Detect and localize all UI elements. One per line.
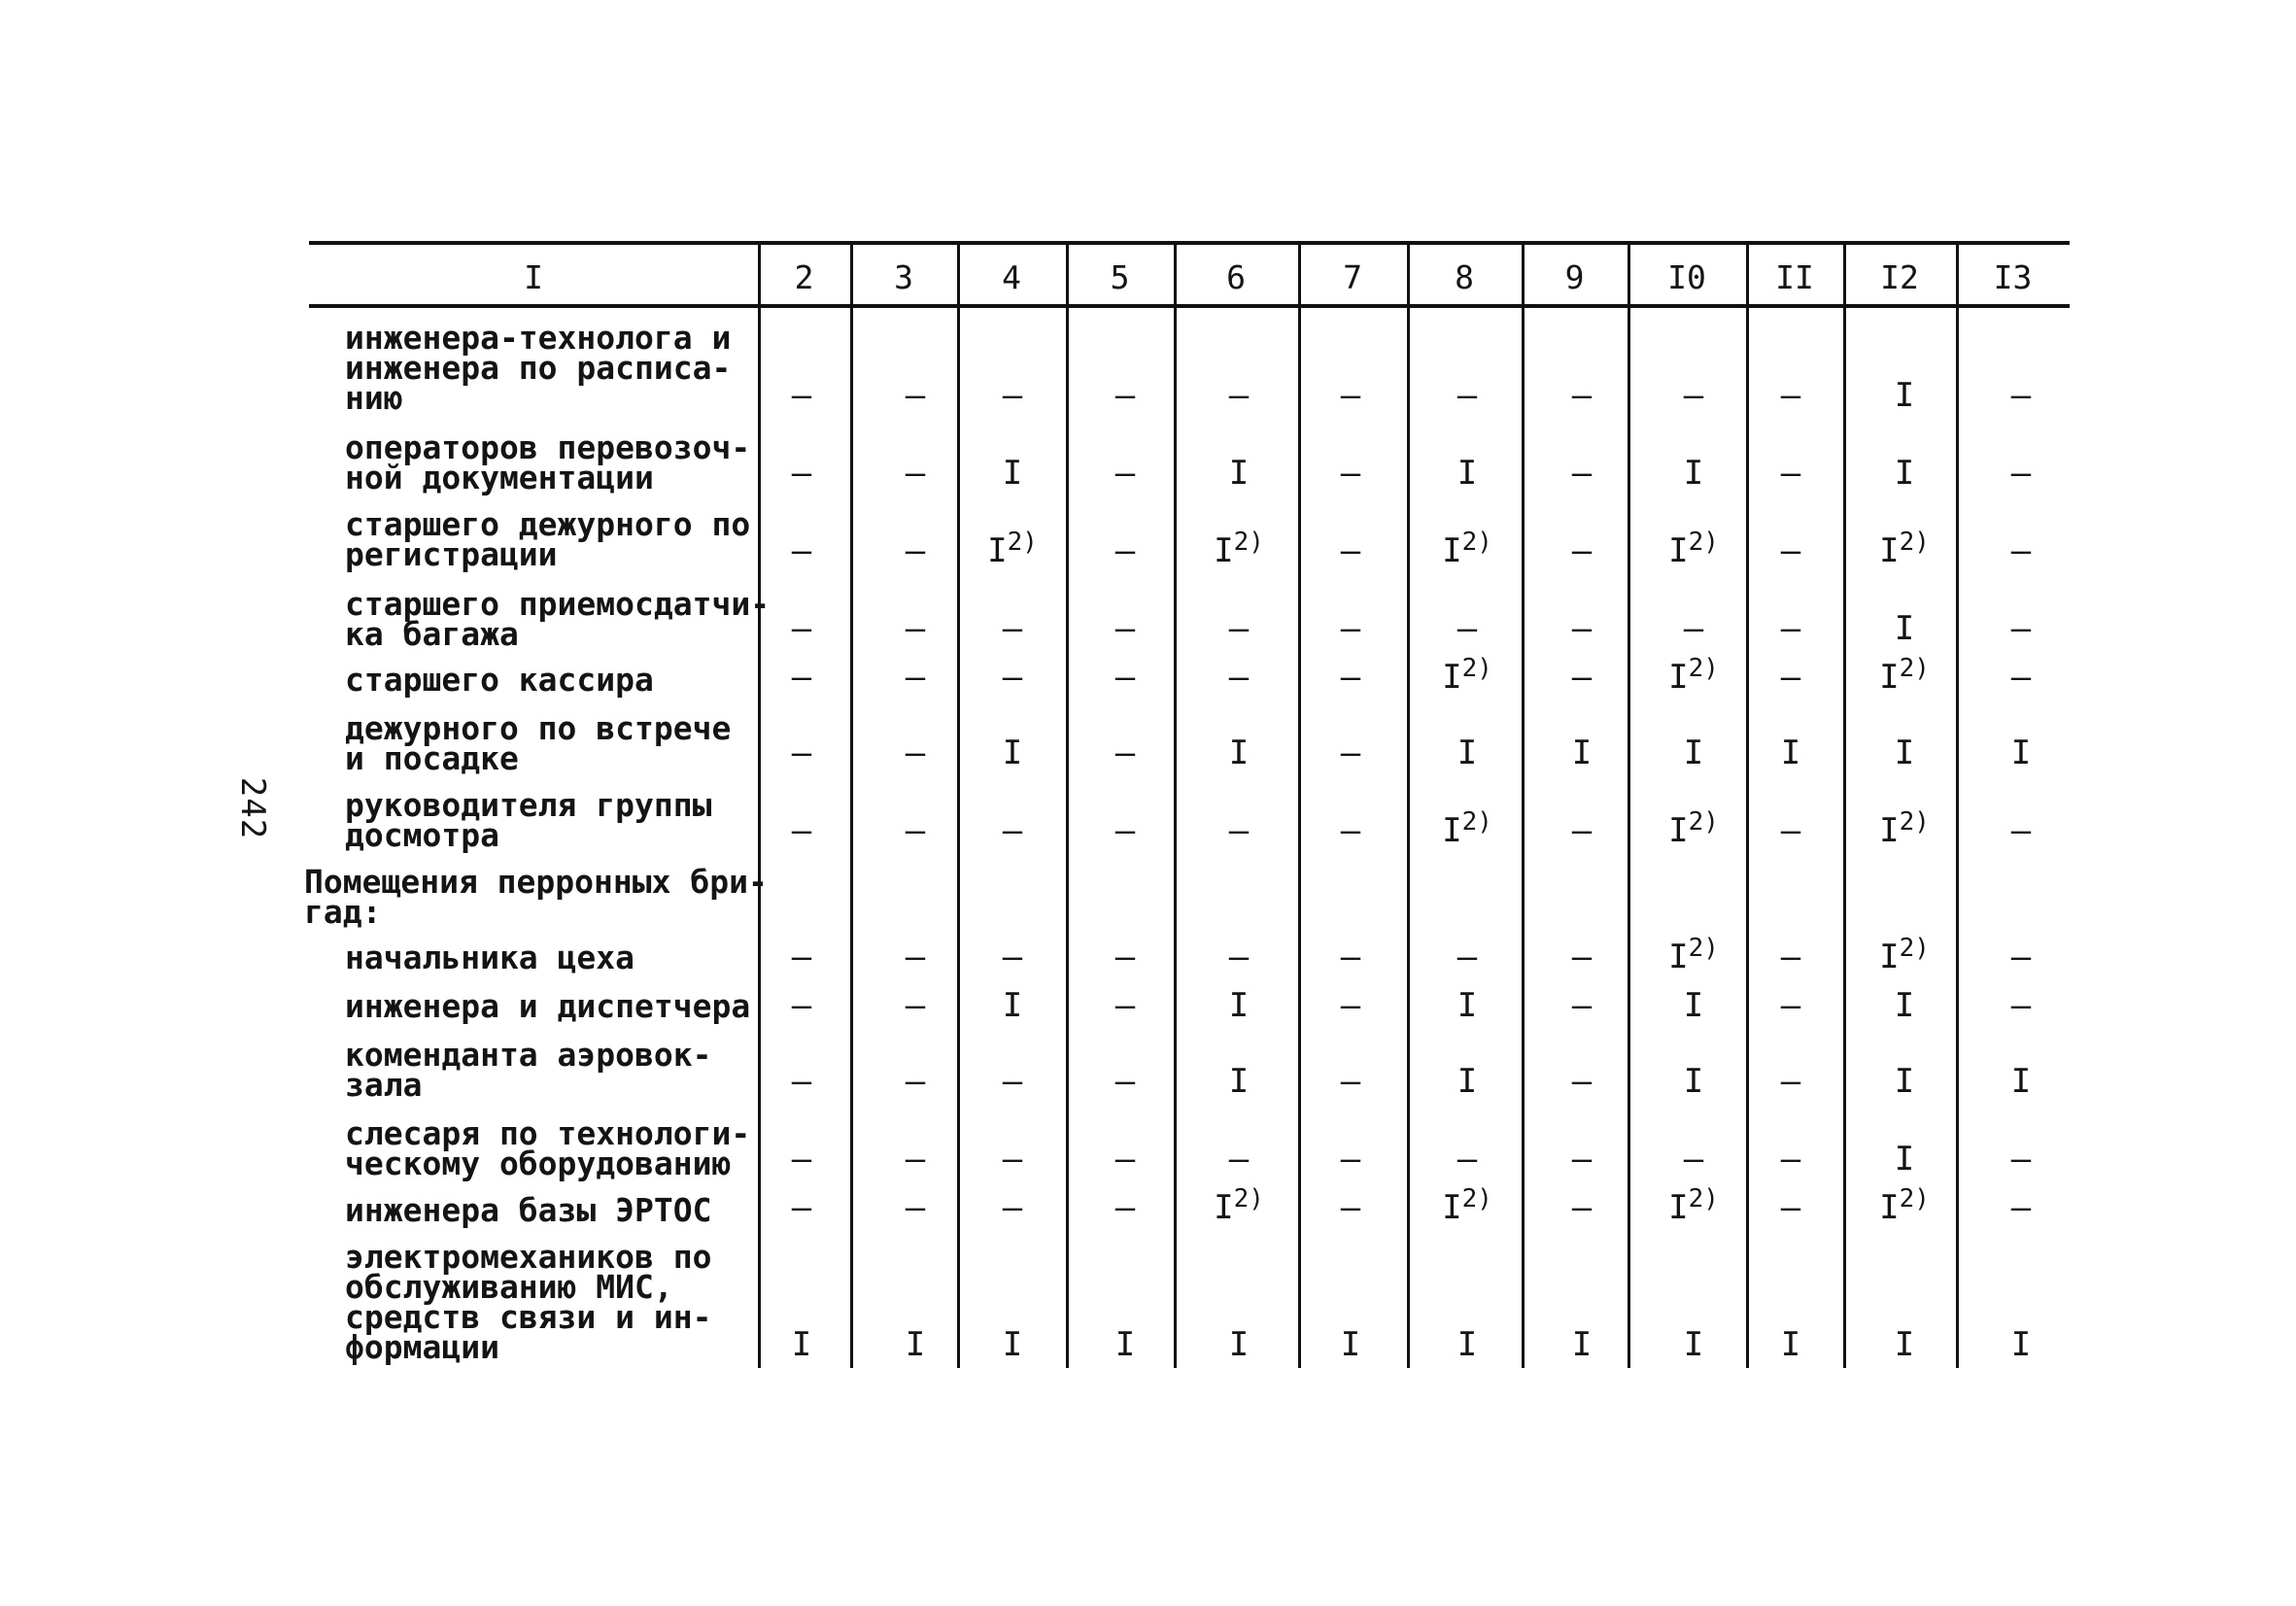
table-cell: $I^{2)}$ — [1879, 807, 1930, 850]
table-cell: I — [1002, 1325, 1023, 1364]
table-cell: – — [1114, 1062, 1136, 1101]
table-cell: I — [1894, 1140, 1915, 1179]
table-cell: I — [1683, 454, 1704, 493]
table-cell: – — [791, 734, 812, 772]
table-cell: – — [1114, 938, 1136, 976]
table-cell: I — [2010, 734, 2032, 772]
table-cell: I — [1683, 734, 1704, 772]
table-cell: I — [1002, 986, 1023, 1025]
column-header: 8 — [1455, 258, 1474, 296]
table-cell: I — [1456, 1325, 1478, 1364]
table-cell: – — [905, 1140, 926, 1179]
table-cell: I — [1894, 609, 1915, 648]
table-cell: – — [791, 531, 812, 570]
table-cell: – — [1456, 609, 1478, 648]
table-cell: – — [905, 531, 926, 570]
table-cell: I — [1894, 734, 1915, 772]
table-cell: – — [905, 1188, 926, 1227]
table-cell: – — [1780, 986, 1801, 1025]
row-label: операторов перевозоч- ной документации — [345, 428, 751, 496]
table-cell: – — [1228, 609, 1250, 648]
table-cell: I — [1114, 1325, 1136, 1364]
column-header: 5 — [1110, 258, 1130, 296]
table-cell: – — [1571, 531, 1593, 570]
table-cell: I — [1456, 1062, 1478, 1101]
column-divider — [1298, 245, 1301, 1368]
table-cell: – — [1571, 609, 1593, 648]
table-cell: I — [1894, 1062, 1915, 1101]
table-cell: I — [1780, 734, 1801, 772]
column-header: 4 — [1002, 258, 1021, 296]
table-cell: – — [905, 376, 926, 415]
table-cell: – — [1683, 1140, 1704, 1179]
table-cell: – — [791, 1188, 812, 1227]
table-cell: – — [1228, 658, 1250, 697]
table-cell: – — [1114, 658, 1136, 697]
table-cell: – — [1340, 609, 1361, 648]
table-cell: – — [1780, 454, 1801, 493]
table-cell: – — [2010, 376, 2032, 415]
table-cell: – — [1114, 454, 1136, 493]
table-cell: – — [1002, 1062, 1023, 1101]
table-cell: I — [791, 1325, 812, 1364]
column-divider — [1066, 245, 1069, 1368]
table-cell: – — [1228, 1140, 1250, 1179]
row-label: электромехаников по обслуживанию МИС, средств связи и ин- формации — [345, 1238, 712, 1366]
table-cell: – — [1002, 376, 1023, 415]
table-cell: I — [1456, 986, 1478, 1025]
table-cell: – — [2010, 1188, 2032, 1227]
column-divider — [1174, 245, 1177, 1368]
table-cell: – — [2010, 986, 2032, 1025]
table-cell: – — [905, 609, 926, 648]
table-cell: – — [1780, 531, 1801, 570]
table-cell: – — [1002, 811, 1023, 850]
table-cell: – — [791, 1062, 812, 1101]
table-cell: – — [1340, 1188, 1361, 1227]
table-cell: – — [1002, 1140, 1023, 1179]
row-label: инженера базы ЭРТОС — [345, 1191, 712, 1229]
table-cell: – — [2010, 658, 2032, 697]
table-cell: I — [1683, 1062, 1704, 1101]
column-divider — [1843, 245, 1846, 1368]
table-cell: $I^{2)}$ — [1668, 807, 1719, 850]
table-cell: – — [1340, 986, 1361, 1025]
table-cell: $I^{2)}$ — [1442, 528, 1492, 570]
table-cell: I — [1894, 454, 1915, 493]
table-cell: I — [1002, 734, 1023, 772]
table-cell: – — [2010, 1140, 2032, 1179]
table-cell: – — [905, 811, 926, 850]
table-cell: – — [1002, 938, 1023, 976]
table-cell: I — [1228, 1062, 1250, 1101]
column-header: I — [524, 258, 543, 296]
column-header: I3 — [1993, 258, 2033, 296]
table-cell: – — [791, 938, 812, 976]
column-divider — [1628, 245, 1630, 1368]
table-cell: – — [1456, 376, 1478, 415]
table-cell: – — [905, 734, 926, 772]
table-cell: I — [1571, 1325, 1593, 1364]
table-cell: – — [791, 658, 812, 697]
table-cell: I — [1683, 986, 1704, 1025]
table-cell: – — [1340, 1062, 1361, 1101]
table-cell: $I^{2)}$ — [1668, 528, 1719, 570]
table-cell: – — [1114, 811, 1136, 850]
column-divider — [850, 245, 853, 1368]
column-divider — [1407, 245, 1410, 1368]
table-cell: – — [791, 454, 812, 493]
table-cell: – — [1571, 1140, 1593, 1179]
table-cell: I — [2010, 1325, 2032, 1364]
table-cell: – — [1780, 938, 1801, 976]
table-cell: – — [1780, 1140, 1801, 1179]
table-cell: – — [1780, 376, 1801, 415]
table-cell: – — [1114, 1188, 1136, 1227]
table-cell: – — [1571, 938, 1593, 976]
table-top-rule — [309, 241, 2070, 245]
table-cell: – — [791, 811, 812, 850]
table-cell: – — [1340, 811, 1361, 850]
table-cell: – — [2010, 609, 2032, 648]
row-label: дежурного по встрече и посадке — [345, 709, 732, 777]
table-cell: – — [1456, 938, 1478, 976]
row-label: коменданта аэровок- зала — [345, 1036, 712, 1104]
table-cell: – — [905, 986, 926, 1025]
table-cell: – — [791, 986, 812, 1025]
table-cell: I — [1571, 734, 1593, 772]
table-cell: I — [1228, 986, 1250, 1025]
column-header: 6 — [1226, 258, 1246, 296]
row-label: руководителя группы досмотра — [345, 786, 712, 854]
row-label: Помещения перронных бри- гад: — [304, 863, 768, 931]
table-cell: – — [1780, 1188, 1801, 1227]
table-cell: $I^{2)}$ — [1879, 1184, 1930, 1227]
table-cell: – — [1114, 734, 1136, 772]
table-cell: $I^{2)}$ — [1879, 654, 1930, 697]
table-cell: – — [1340, 938, 1361, 976]
table-cell: – — [1571, 811, 1593, 850]
table-cell: I — [1683, 1325, 1704, 1364]
table-cell: – — [2010, 531, 2032, 570]
table-cell: I — [1228, 454, 1250, 493]
table-cell: I — [1780, 1325, 1801, 1364]
table-cell: – — [1114, 1140, 1136, 1179]
table-cell: – — [905, 1062, 926, 1101]
table-cell: – — [1002, 1188, 1023, 1227]
table-cell: – — [791, 1140, 812, 1179]
table-cell: I — [1340, 1325, 1361, 1364]
table-cell: $I^{2)}$ — [1442, 654, 1492, 697]
table-cell: I — [1228, 734, 1250, 772]
row-label: начальника цеха — [345, 939, 635, 976]
table-cell: – — [1114, 531, 1136, 570]
row-label: инженера-технолога и инженера по расписа- нию — [345, 319, 732, 417]
table-cell: I — [1228, 1325, 1250, 1364]
column-divider — [758, 245, 761, 1368]
table-cell: I — [1894, 1325, 1915, 1364]
table-cell: I — [905, 1325, 926, 1364]
table-cell: – — [791, 376, 812, 415]
table-cell: – — [1780, 609, 1801, 648]
table-cell: I — [2010, 1062, 2032, 1101]
column-header: 7 — [1343, 258, 1362, 296]
table-cell: I — [1456, 734, 1478, 772]
table-cell: – — [905, 938, 926, 976]
table-cell: – — [1571, 986, 1593, 1025]
table-cell: – — [1340, 1140, 1361, 1179]
table-cell: – — [1683, 376, 1704, 415]
table-cell: $I^{2)}$ — [1879, 934, 1930, 976]
table-cell: – — [1683, 609, 1704, 648]
table-cell: – — [905, 454, 926, 493]
table-cell: – — [1571, 1062, 1593, 1101]
table-cell: – — [2010, 454, 2032, 493]
column-divider — [1746, 245, 1749, 1368]
table-cell: $I^{2)}$ — [987, 528, 1038, 570]
table-cell: $I^{2)}$ — [1214, 1184, 1264, 1227]
row-label: слесаря по технологи- ческому оборудованию — [345, 1114, 751, 1182]
table-cell: – — [1228, 811, 1250, 850]
table-cell: – — [791, 609, 812, 648]
table-cell: – — [2010, 938, 2032, 976]
table-cell: $I^{2)}$ — [1442, 1184, 1492, 1227]
table-cell: I — [1002, 454, 1023, 493]
column-divider — [1956, 245, 1959, 1368]
row-label: старшего приемосдатчи- ка багажа — [345, 585, 771, 653]
table-cell: – — [1114, 609, 1136, 648]
column-divider — [957, 245, 960, 1368]
table-cell: – — [1002, 658, 1023, 697]
table-cell: – — [1340, 531, 1361, 570]
table-cell: – — [1114, 376, 1136, 415]
table-cell: – — [1780, 811, 1801, 850]
table-cell: – — [905, 658, 926, 697]
table-cell: – — [1340, 734, 1361, 772]
table-cell: I — [1456, 454, 1478, 493]
table-cell: – — [1456, 1140, 1478, 1179]
table-cell: – — [1571, 376, 1593, 415]
table-cell: – — [1340, 376, 1361, 415]
row-label: старшего кассира — [345, 661, 654, 699]
row-label: инженера и диспетчера — [345, 987, 751, 1025]
header-bottom-rule — [309, 304, 2070, 308]
column-header: 9 — [1564, 258, 1585, 296]
column-divider — [1522, 245, 1525, 1368]
table-cell: – — [1780, 1062, 1801, 1101]
table-cell: $I^{2)}$ — [1668, 934, 1719, 976]
table-cell: – — [1228, 938, 1250, 976]
table-cell: $I^{2)}$ — [1214, 528, 1264, 570]
table-cell: I — [1894, 986, 1915, 1025]
column-header: I0 — [1667, 258, 1706, 296]
table-cell: – — [1571, 454, 1593, 493]
row-label: старшего дежурного по регистрации — [345, 505, 751, 573]
table-cell: – — [1340, 454, 1361, 493]
table-cell: – — [1002, 609, 1023, 648]
table-cell: $I^{2)}$ — [1442, 807, 1492, 850]
table-cell: – — [1780, 658, 1801, 697]
table-cell: – — [1114, 986, 1136, 1025]
table-cell: – — [1228, 376, 1250, 415]
table-cell: – — [1571, 658, 1593, 697]
table-cell: $I^{2)}$ — [1668, 1184, 1719, 1227]
column-header: 2 — [794, 258, 814, 296]
table-cell: – — [1571, 1188, 1593, 1227]
page-number: 242 — [233, 776, 273, 840]
table-cell: – — [2010, 811, 2032, 850]
column-header: I2 — [1880, 258, 1919, 296]
table-cell: $I^{2)}$ — [1668, 654, 1719, 697]
column-header: II — [1775, 258, 1814, 296]
column-header: 3 — [894, 258, 913, 296]
table-cell: – — [1340, 658, 1361, 697]
table-cell: $I^{2)}$ — [1879, 528, 1930, 570]
table-cell: I — [1894, 376, 1915, 415]
